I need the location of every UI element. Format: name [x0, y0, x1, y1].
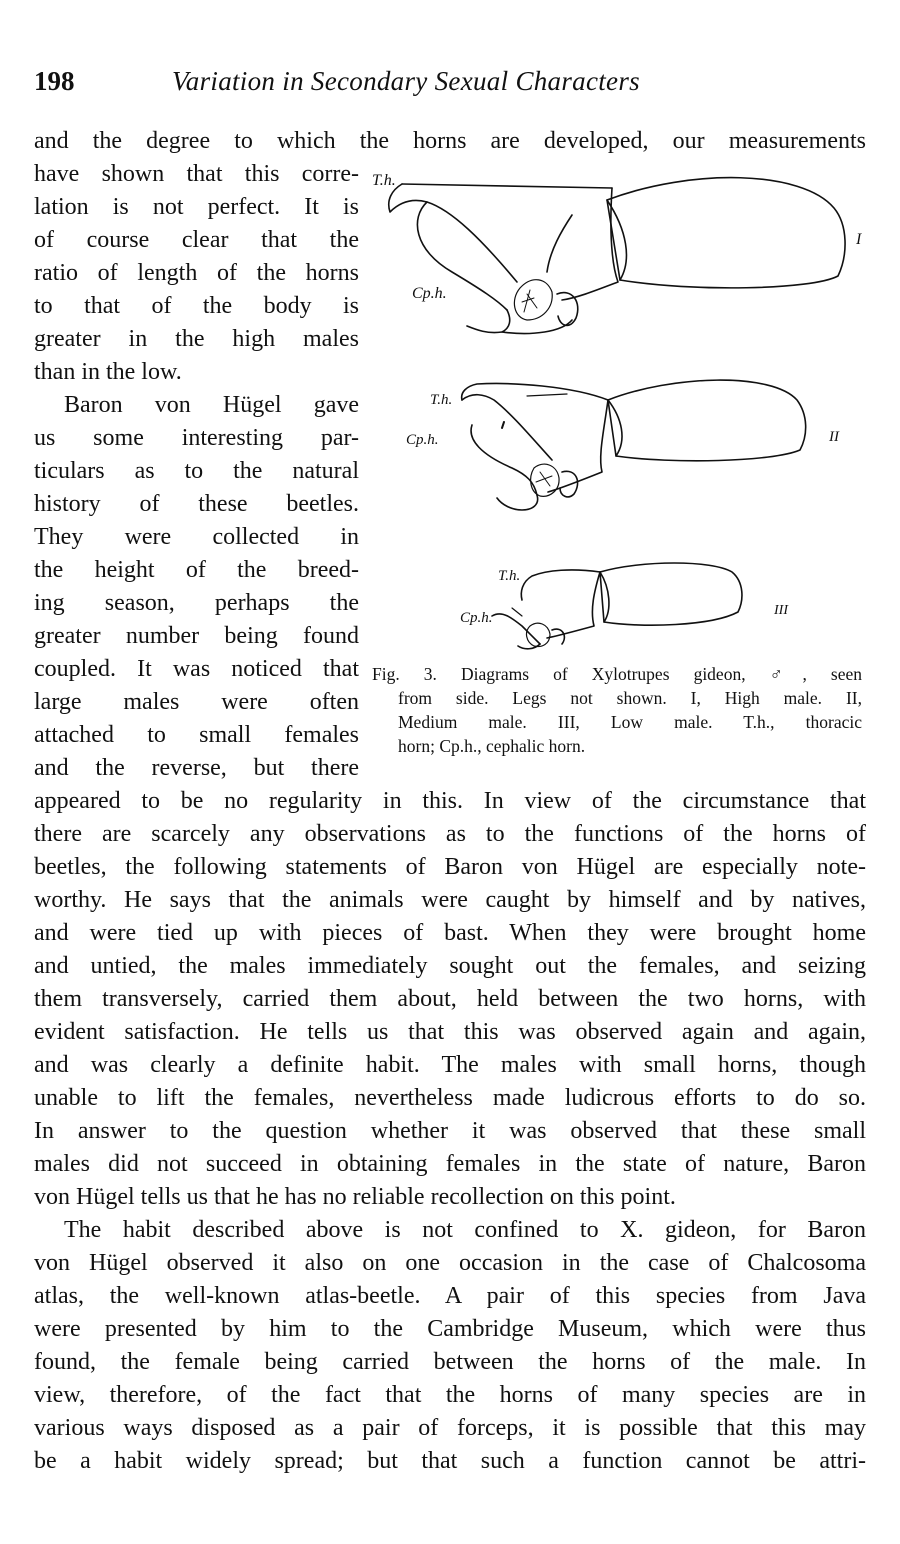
text-line: greater in the high males — [34, 326, 359, 352]
text-line: them transversely, carried them about, held between the two horns, with — [34, 986, 866, 1012]
text-line: to that of the body is — [34, 293, 359, 319]
text-line: have shown that this corre- — [34, 161, 359, 187]
text-line: ing season, perhaps the — [34, 590, 359, 616]
beetle-high-male — [389, 178, 845, 334]
cephalic-horn-label-2: Cp.h. — [406, 432, 439, 448]
text-line: and the reverse, but there — [34, 755, 359, 781]
page-number: 198 — [34, 66, 75, 96]
text-line: greater number being found — [34, 623, 359, 649]
text-line: evident satisfaction. He tells us that this was observed again and again, — [34, 1019, 866, 1045]
text-line: ticulars as to the natural — [34, 458, 359, 484]
caption-line: Fig. 3. Diagrams of Xylotrupes gideon, ♂, seen — [372, 664, 862, 684]
text-line: atlas, the well-known atlas-beetle. A pair of this species from Java — [34, 1283, 866, 1309]
cephalic-horn-label-1: Cp.h. — [412, 285, 447, 302]
text-line: and were tied up with pieces of bast. When they were brought home — [34, 920, 866, 946]
thoracic-horn-label-3: T.h. — [498, 568, 521, 584]
text-line: attached to small females — [34, 722, 359, 748]
caption-line: Medium male. III, Low male. T.h., thoracic — [398, 712, 862, 732]
thoracic-horn-label-1: T.h. — [372, 172, 396, 189]
text-line: us some interesting par- — [34, 425, 359, 451]
text-line: appeared to be no regularity in this. In view of the circumstance that — [34, 788, 866, 814]
roman-numeral-1: I — [856, 231, 862, 248]
text-line: Baron von Hügel gave — [64, 392, 359, 418]
page-header — [34, 66, 866, 106]
text-line: and the degree to which the horns are developed, our measurements — [34, 128, 866, 154]
roman-numeral-3: III — [774, 603, 788, 618]
text-line: ratio of length of the horns — [34, 260, 359, 286]
text-line: coupled. It was noticed that — [34, 656, 359, 682]
text-line: and was clearly a definite habit. The males with small horns, though — [34, 1052, 866, 1078]
text-line: unable to lift the females, nevertheless made ludicrous efforts to do so. — [34, 1085, 866, 1111]
text-line: the height of the breed- — [34, 557, 359, 583]
text-line: history of these beetles. — [34, 491, 359, 517]
text-line: of course clear that the — [34, 227, 359, 253]
text-line: von Hügel observed it also on one occasion in the case of Chalcosoma — [34, 1250, 866, 1276]
thoracic-horn-label-2: T.h. — [430, 392, 453, 408]
text-line: found, the female being carried between the horns of the male. In — [34, 1349, 866, 1375]
roman-numeral-2: II — [829, 429, 839, 445]
text-line: worthy. He says that the animals were caught by himself and by natives, — [34, 887, 866, 913]
beetle-diagram-figure — [372, 160, 862, 660]
beetle-low-male — [492, 563, 742, 649]
text-line: The habit described above is not confined to X. gideon, for Baron — [64, 1217, 866, 1243]
beetle-medium-male — [462, 380, 806, 510]
text-line: beetles, the following statements of Baron von Hügel are especially note- — [34, 854, 866, 880]
text-line: were presented by him to the Cambridge Museum, which were thus — [34, 1316, 866, 1342]
text-line: males did not succeed in obtaining females in the state of nature, Baron — [34, 1151, 866, 1177]
text-line: various ways disposed as a pair of forceps, it is possible that this may — [34, 1415, 866, 1441]
text-line: than in the low. — [34, 359, 182, 385]
figure-caption — [372, 662, 862, 758]
text-line: large males were often — [34, 689, 359, 715]
text-line: view, therefore, of the fact that the horns of many species are in — [34, 1382, 866, 1408]
text-line: and untied, the males immediately sought out the females, and seizing — [34, 953, 866, 979]
text-line: They were collected in — [34, 524, 359, 550]
cephalic-horn-label-3: Cp.h. — [460, 610, 493, 626]
beetle-diagrams — [372, 160, 862, 660]
caption-line: horn; Cp.h., cephalic horn. — [398, 736, 586, 756]
text-line: lation is not perfect. It is — [34, 194, 359, 220]
text-line: In answer to the question whether it was observed that these small — [34, 1118, 866, 1144]
running-title: Variation in Secondary Sexual Characters — [172, 66, 640, 96]
caption-line: from side. Legs not shown. I, High male. II, — [398, 688, 862, 708]
text-line: be a habit widely spread; but that such a function cannot be attri- — [34, 1448, 866, 1474]
text-line: there are scarcely any observations as to the functions of the horns of — [34, 821, 866, 847]
text-line: von Hügel tells us that he has no reliable recollection on this point. — [34, 1184, 676, 1210]
